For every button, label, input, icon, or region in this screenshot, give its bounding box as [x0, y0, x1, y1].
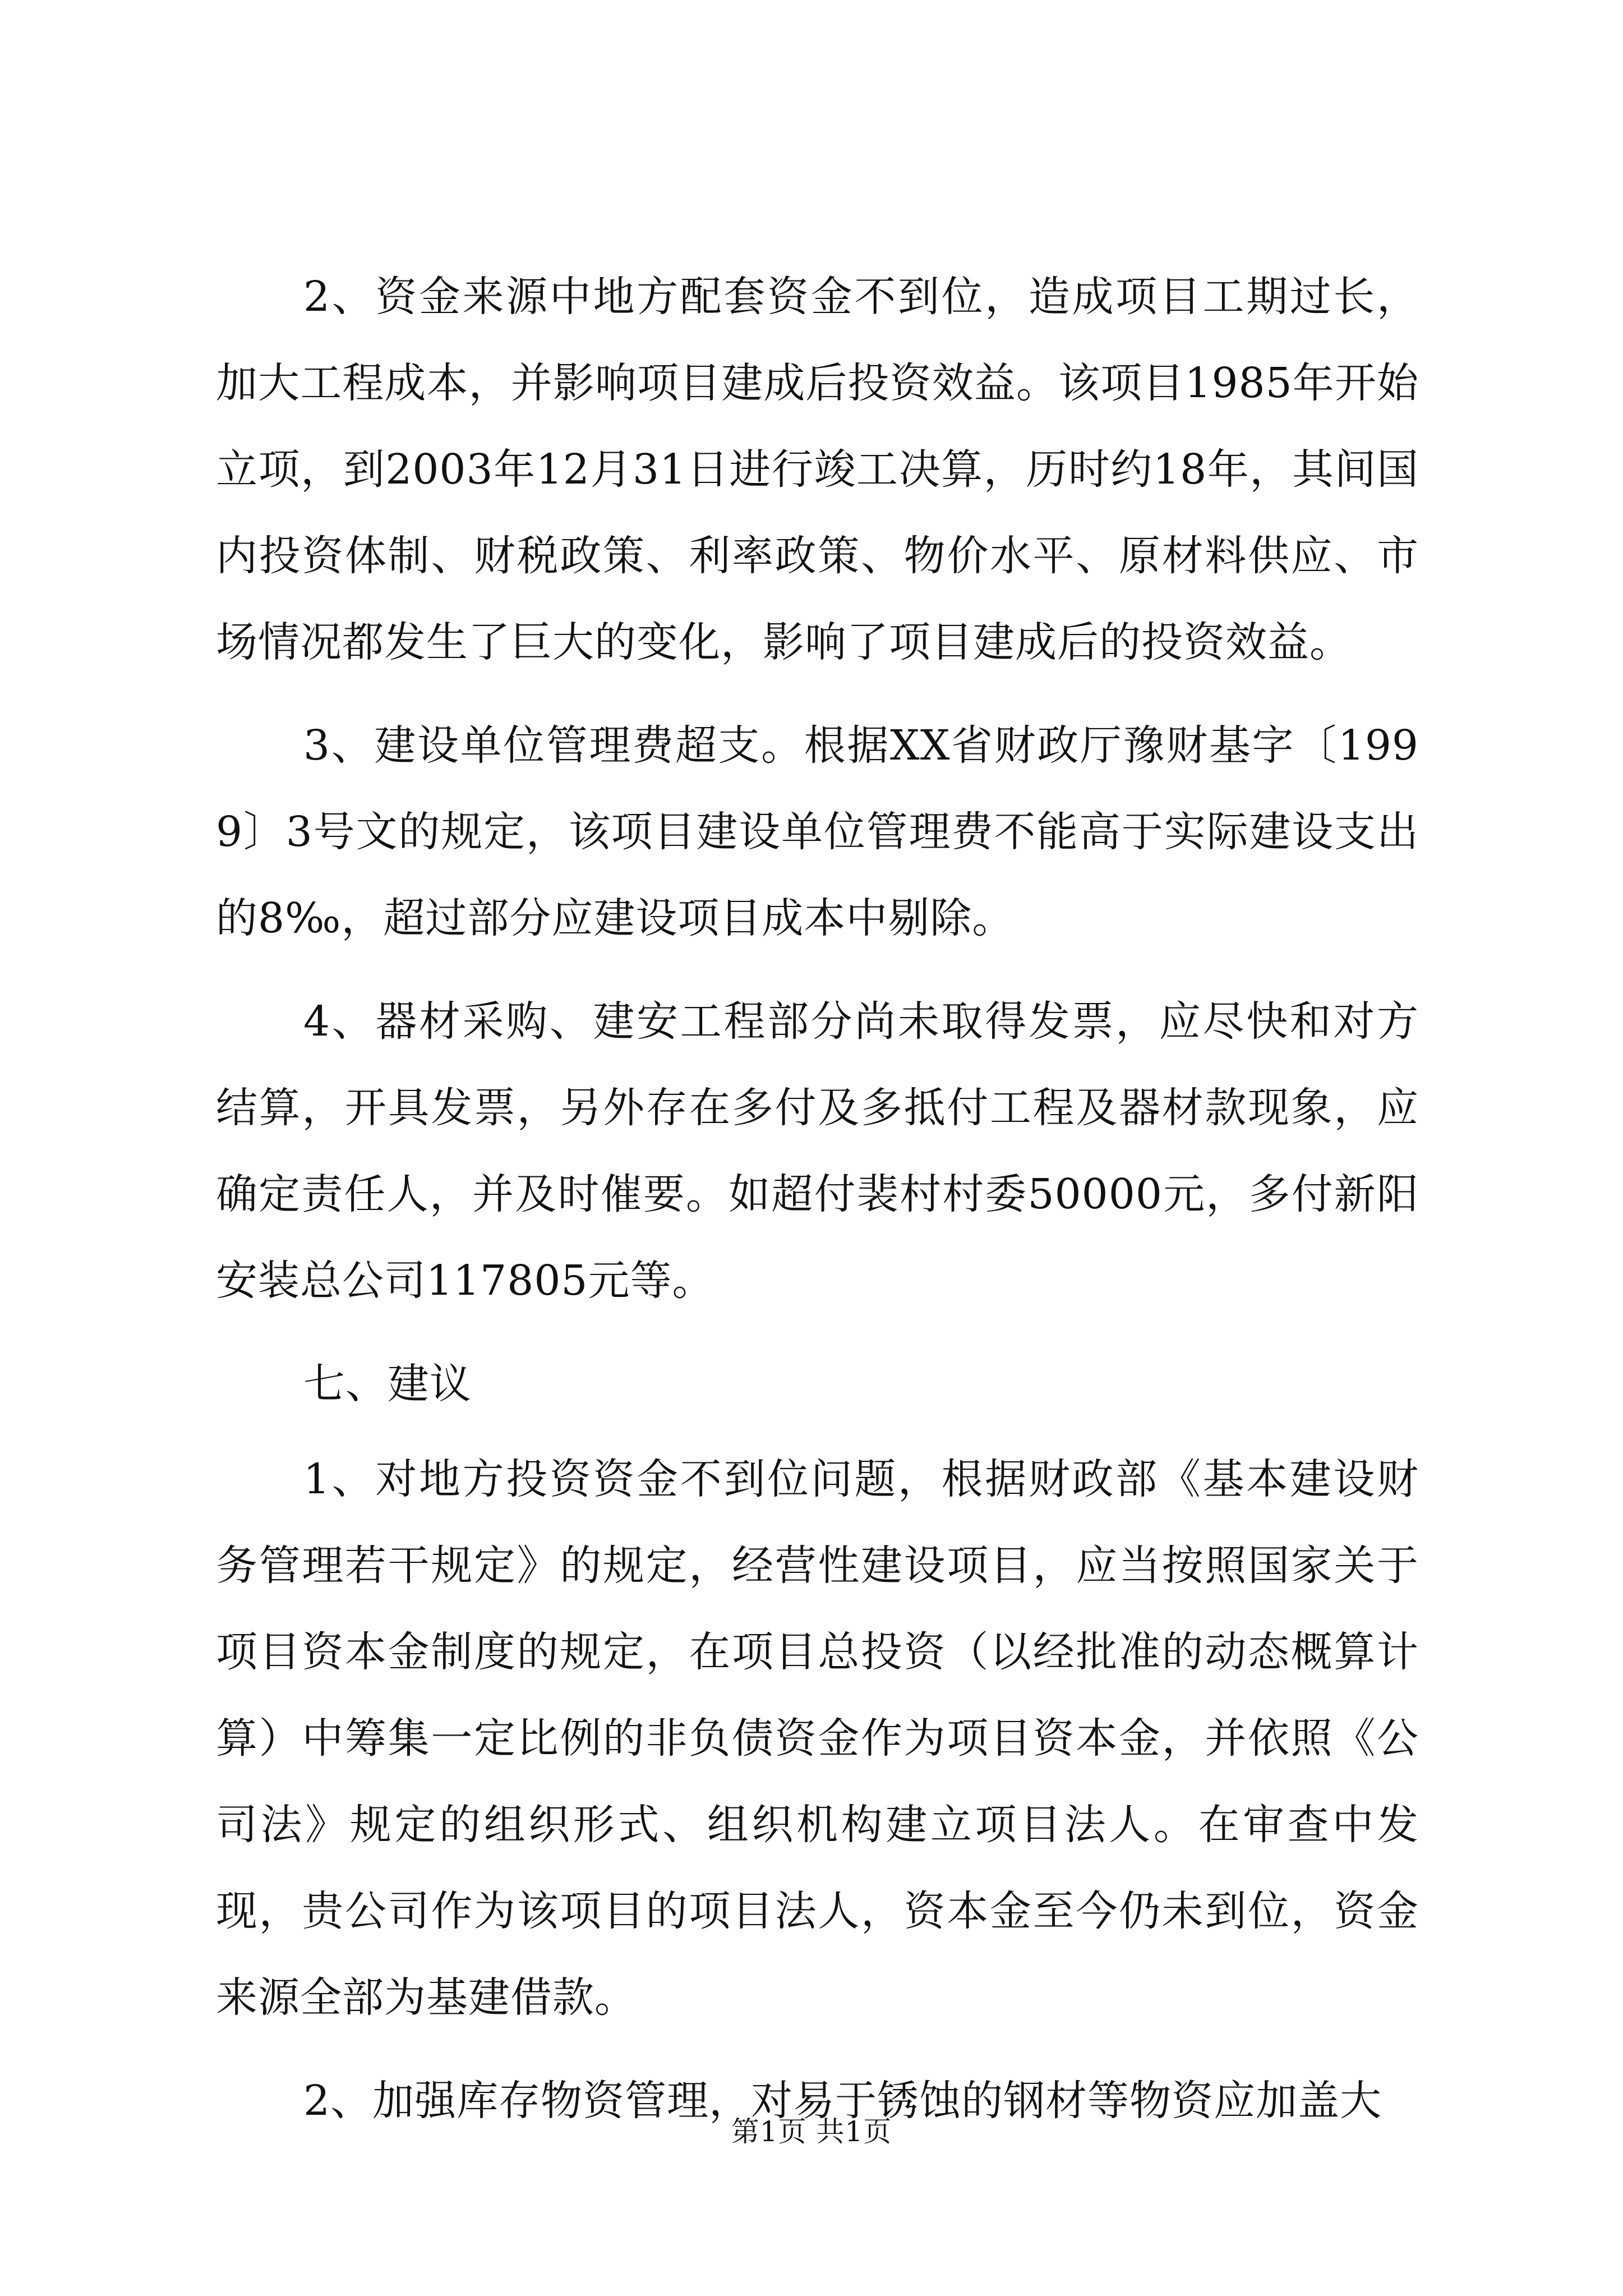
- paragraph-management-fee: 3、建设单位管理费超支。根据XX省财政厅豫财基字〔1999〕3号文的规定，该项目建设单位管理费不能高于实际建设支出的8‰，超过部分应建设项目成本中剔除。: [216, 721, 1419, 942]
- page-footer: [0, 2109, 1623, 2154]
- section-heading-recommendations: 七、建议: [303, 1360, 472, 1408]
- paragraph-funding-issue: 2、资金来源中地方配套资金不到位，造成项目工期过长，加大工程成本，并影响项目建成后投资效益。该项目1985年开始立项，到2003年12月31日进行竣工决算，历时约18年，其间国内投资体制、财税政策、利率政策、物价水平、原材料供应、市场情况都发生了巨大的变化，影响了项目建成后的投资效益。: [216, 273, 1419, 666]
- paragraph-recommendation-2: 2、加强库存物资管理，对易于锈蚀的钢材等物资应加盖大: [303, 2077, 1382, 2125]
- document-body: [216, 254, 1419, 2161]
- page-number-label: 第1页 共1页: [731, 2115, 892, 2148]
- paragraph-recommendation-1: 1、对地方投资资金不到位问题，根据财政部《基本建设财务管理若干规定》的规定，经营性建设项目，应当按照国家关于项目资本金制度的规定，在项目总投资（以经批准的动态概算计算）中筹集一定比例的非负债资金作为项目资本金，并依照《公司法》规定的组织形式、组织机构建立项目法人。在审查中发现，贵公司作为该项目的项目法人，资本金至今仍未到位，资金来源全部为基建借款。: [216, 1455, 1419, 2022]
- paragraph-invoices: 4、器材采购、建安工程部分尚未取得发票，应尽快和对方结算，开具发票，另外存在多付及多抵付工程及器材款现象，应确定责任人，并及时催要。如超付裴村村委50000元，多付新阳安装总公司117805元等。: [216, 997, 1419, 1305]
